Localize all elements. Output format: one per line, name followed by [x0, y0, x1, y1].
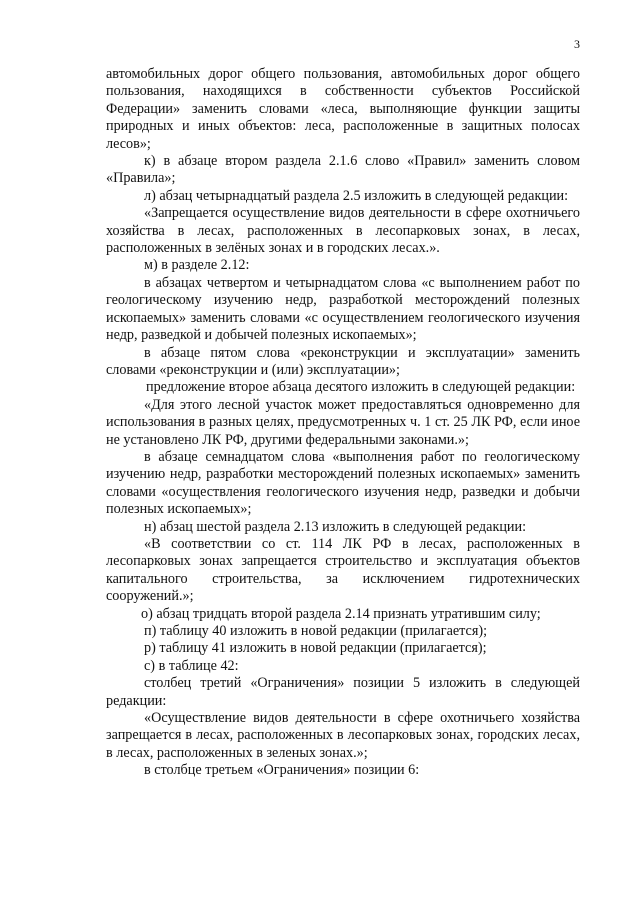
document-body [106, 66, 580, 780]
paragraph: столбец третий «Ограничения» позиции 5 изложить в следующей редакции: [106, 675, 580, 709]
paragraph: в столбце третьем «Ограничения» позиции 6: [144, 762, 420, 779]
paragraph: н) абзац шестой раздела 2.13 изложить в следующей редакции: [144, 518, 527, 535]
paragraph: «Запрещается осуществление видов деятельности в сфере охотничьего хозяйства в лесах, расположенных в лесопарковых зонах, в лесах, расположенных в зелёных зонах и в городских лесах.». [106, 205, 580, 257]
paragraph: предложение второе абзаца десятого изложить в следующей редакции: [146, 379, 576, 396]
paragraph: «Осуществление видов деятельности в сфере охотничьего хозяйства запрещается в лесах, расположенных в лесопарковых зонах, городских лесах, в лесах, расположенных в зеленых зонах.»; [106, 710, 580, 761]
paragraph: с) в таблице 42: [144, 657, 239, 674]
paragraph: в абзаце семнадцатом слова «выполнения работ по геологическому изучению недр, разработки месторождений полезных ископаемых» заменить словами «осуществления геологического изучения недр, разведки и добычи полезных ископаемых»; [106, 448, 580, 518]
paragraph: п) таблицу 40 изложить в новой редакции (прилагается); [144, 623, 488, 639]
paragraph: р) таблицу 41 изложить в новой редакции (прилагается); [144, 640, 487, 657]
paragraph: в абзацах четвертом и четырнадцатом слова «с выполнением работ по геологическому изучению недр, разработкой месторождений полезных ископаемых» заменить словами «с осуществлением геологического изучения недр, разведкой и добычей полезных ископаемых»; [106, 274, 580, 344]
paragraph: «Для этого лесной участок может предоставляться одновременно для использования в разных целях, предусмотренных ч. 1 ст. 25 ЛК РФ, если иное не установлено ЛК РФ, другими федеральными законами.»; [106, 396, 580, 448]
paragraph: «В соответствии со ст. 114 ЛК РФ в лесах, расположенных в лесопарковых зонах запрещается строительство и эксплуатация объектов капитального строительства, за исключением гидротехнических сооружений.»; [106, 535, 580, 605]
paragraph: л) абзац четырнадцатый раздела 2.5 изложить в следующей редакции: [144, 187, 569, 204]
paragraph: в абзаце пятом слова «реконструкции и эксплуатации» заменить словами «реконструкции и (или) эксплуатации»; [106, 344, 580, 378]
paragraph: автомобильных дорог общего пользования, автомобильных дорог общего пользования, находящихся в собственности субъектов Российской Федерации» заменить словами «леса, выполняющие функции защиты природных и иных объектов: леса, расположенные в защитных полосах лесов»; [106, 66, 580, 152]
page-number: 3 [574, 37, 580, 51]
paragraph: о) абзац тридцать второй раздела 2.14 признать утратившим силу; [141, 605, 541, 622]
paragraph: к) в абзаце втором раздела 2.1.6 слово «Правил» заменить словом «Правила»; [106, 153, 580, 187]
paragraph: м) в разделе 2.12: [144, 257, 250, 274]
